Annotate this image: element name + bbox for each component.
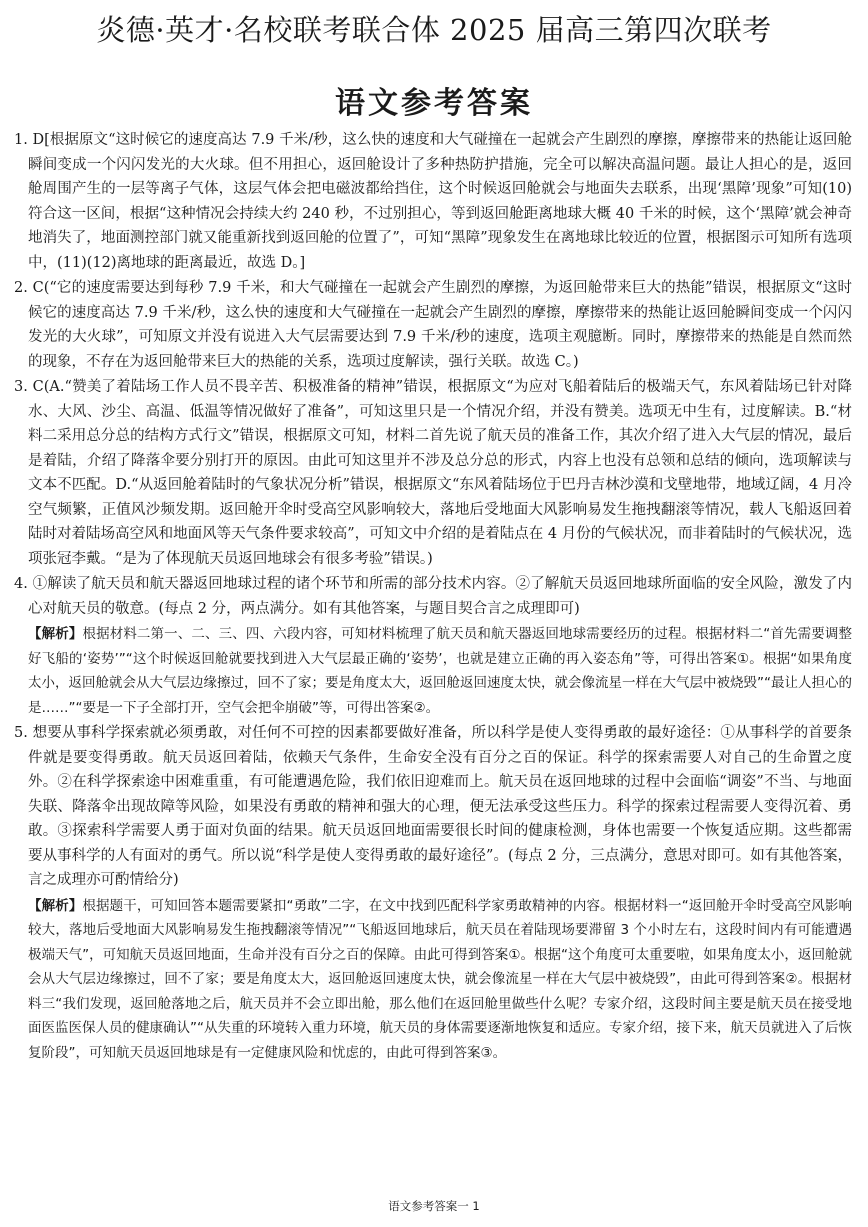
explanation-text: 根据材料二第一、二、三、四、六段内容，可知材料梳理了航天员和航天器返回地球需要经历的过程。根据材料二“首先需要调整好飞船的‘姿势’”“这个时候返回舱就要找到进入大气层最正确的‘姿势’，也就是建立正确的再入姿态角”等，可得出答案①。根据“如果角度太小，返回舱就会从大气层边缘擦过，回不了家；要是角度太大，返回舱返回速度太快，就会像流星一样在大气层中被烧毁”“最让人担心的是……”“要是一下子全部打开，空气会把伞崩破”等，可得出答案②。 — [28, 626, 852, 716]
answer-1: 1. D[根据原文“这时候它的速度高达 7.9 千米/秒，这么快的速度和大气碰撞在一起就会产生剧烈的摩擦，摩擦带来的热能让返回舱瞬间变成一个闪闪发光的大火球。但不用担心，返回舱设计了多种热防护措施，完全可以解决高温问题。最让人担心的是，返回舱周围产生的一层等离子气体，这层气体会把电磁波都给挡住，这个时候返回舱就会与地面失去联系，出现‘黑障’现象”可知(10)符合这一区间，根据“这种情况会持续大约 240 秒，不过别担心，等到返回舱距离地球大概 40 千米的时候，这个‘黑障’就会神奇地消失了，地面测控部门就又能重新找到返回舱的位置了”，可知“黑障”现象发生在离地球比较近的位置，根据图示可知所有选项中，(11)(12)离地球的距离最近，故选 D。] — [14, 132, 852, 271]
answers-body — [14, 128, 852, 1066]
exam-title: 炎德·英才·名校联考联合体 2025 届高三第四次联考 — [96, 13, 772, 47]
answer-4: 4. ①解读了航天员和航天器返回地球过程的诸个环节和所需的部分技术内容。②了解航天员返回地球所面临的安全风险，激发了内心对航天员的敬意。(每点 2 分，两点满分。如有其他答案，与题目契合言之成理即可) — [14, 576, 852, 617]
answer-4-explanation — [14, 622, 852, 720]
answer-3: 3. C(A.“赞美了着陆场工作人员不畏辛苦、积极准备的精神”错误，根据原文“为应对飞船着陆后的极端天气，东风着陆场已针对降水、大风、沙尘、高温、低温等情况做好了准备”，可知这里只是一个情况介绍，并没有赞美。选项无中生有，过度解读。B.“材料二采用总分总的结构方式行文”错误，根据原文可知，材料二首先说了航天员的准备工作，其次介绍了进入大气层的情况，最后是着陆，介绍了降落伞要分别打开的原因。由此可知这里并不涉及总分总的形式，内容上也没有总领和总结的倾向，选项解读与文本不匹配。D.“从返回舱着陆时的气象状况分析”错误，根据原文“东风着陆场位于巴丹吉林沙漠和戈壁地带，地域辽阔，4 月冷空气频繁，正值风沙频发期。返回舱开伞时受高空风影响较大，落地后受地面大风影响易发生拖拽翻滚等情况，载人飞船返回着陆时对着陆场高空风和地面风等天气条件要求较高”，可知文中介绍的是着陆点在 4 月份的气候状况，而非着陆时的气候状况，选项张冠李戴。“是为了体现航天员返回地球会有很多考验”错误。) — [14, 379, 852, 567]
explanation-text: 根据题干，可知回答本题需要紧扣“勇敢”二字，在文中找到匹配科学家勇敢精神的内容。根据材料一“返回舱开伞时受高空风影响较大，落地后受地面大风影响易发生拖拽翻滚等情况”“飞船返回地球后，航天员在着陆现场要滞留 3 个小时左右，这段时间内有可能遭遇极端天气”，可知航天员返回地面，生命并没有百分之百的保障。由此可得到答案①。根据“这个角度可太重要啦，如果角度太小，返回舱就会从大气层边缘擦过，回不了家；要是角度太大，返回舱返回速度太快，就会像流星一样在大气层中被烧毁”，由此可得到答案②。根据材料三“我们发现，返回舱落地之后，航天员并不会立即出舱，那么他们在返回舱里做些什么呢？专家介绍，这段时间主要是航天员在接受地面医监医保人员的健康确认”“从失重的环境转入重力环境，航天员的身体需要逐渐地恢复和适应。专家介绍，接下来，航天员就进入了后恢复阶段”，可知航天员返回地球是有一定健康风险和忧虑的，由此可得到答案③。 — [28, 897, 853, 1061]
explanation-tag: 【解析】 — [28, 626, 83, 642]
answer-2: 2. C(“它的速度需要达到每秒 7.9 千米，和大气碰撞在一起就会产生剧烈的摩擦，为返回舱带来巨大的热能”错误，根据原文“这时候它的速度高达 7.9 千米/秒，这么快的速度和大气碰撞在一起就会产生剧烈的摩擦，摩擦带来的热能让返回舱瞬间变成一个闪闪发光的大火球”，可知原文并没有说进入大气层需要达到 7.9 千米/秒的速度，选项主观臆断。同时，摩擦带来的热能是自然而然的现象，不存在为返回舱带来巨大的热能的关系，选项过度解读，强行关联。故选 C。) — [14, 280, 852, 370]
page-footer: 语文参考答案一 1 — [388, 1199, 480, 1213]
explanation-tag: 【解析】 — [28, 897, 83, 914]
answer-5: 5. 想要从事科学探索就必须勇敢，对任何不可控的因素都要做好准备，所以科学是使人变得勇敢的最好途径：①从事科学的首要条件就是要变得勇敢。航天员返回着陆，依赖天气条件，生命安全没有百分之百的保证。科学的探索需要人对自己的生命置之度外。②在科学探索途中困难重重，有可能遭遇危险，我们依旧迎难而上。航天员在返回地球的过程中会面临“调姿”不当、与地面失联、降落伞出现故障等风险，如果没有勇敢的精神和强大的心理，便无法承受这些压力。科学的探索过程需要人变得沉着、勇敢。③探索科学需要人勇于面对负面的结果。航天员返回地面需要很长时间的健康检测，身体也需要一个恢复适应期。这些都需要从事科学的人有面对的勇气。所以说“科学是使人变得勇敢的最好途径”。(每点 2 分，三点满分，意思对即可。如有其他答案，言之成理亦可酌情给分) — [14, 725, 852, 888]
page-title: 语文参考答案 — [335, 86, 533, 121]
answer-5-explanation — [14, 894, 852, 1066]
